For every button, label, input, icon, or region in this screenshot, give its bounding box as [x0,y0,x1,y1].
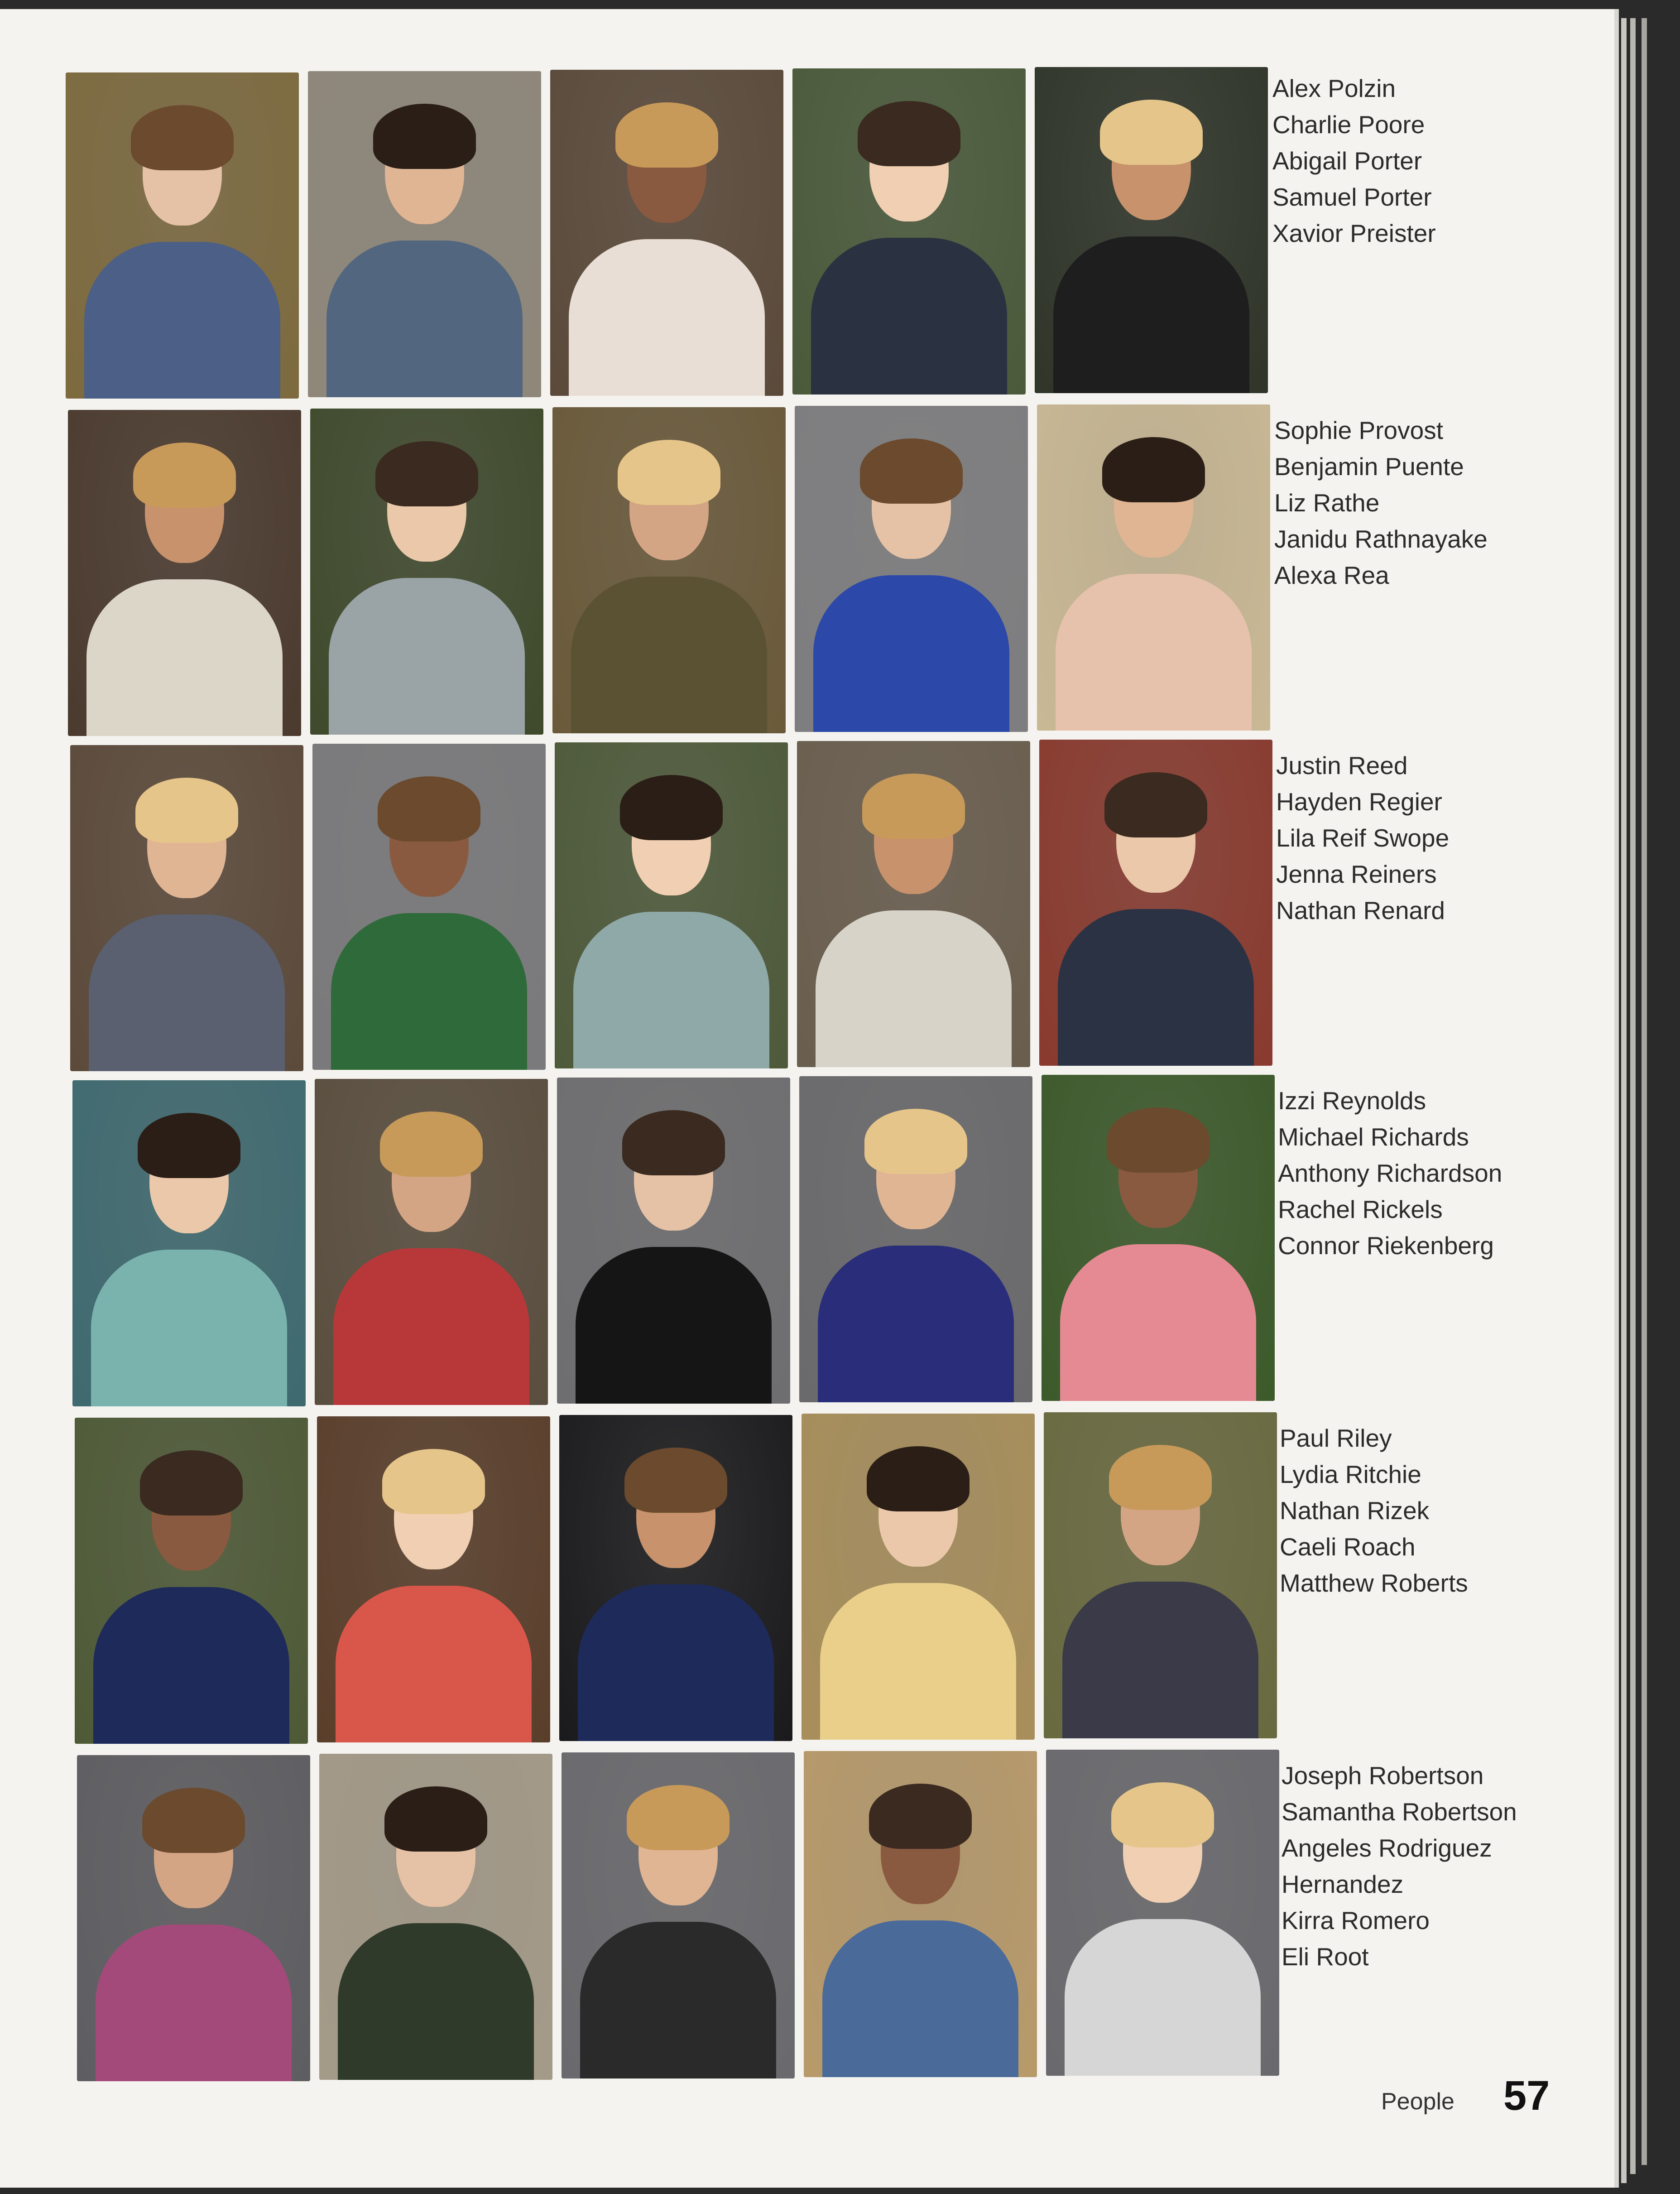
student-portrait [315,1079,548,1405]
student-name-list [1278,1083,1502,1264]
student-name-list [1280,1420,1468,1601]
student-portrait [552,407,786,733]
student-portrait [1037,404,1270,731]
student-portrait [555,742,788,1068]
student-name-list [1272,70,1436,251]
student-name-list [1282,1757,1517,1975]
student-name: Liz Rathe [1274,489,1380,517]
student-name: Caeli Roach [1280,1533,1416,1561]
student-portrait [310,409,543,735]
student-name: Izzi Reynolds [1278,1087,1426,1115]
student-name-list [1274,412,1488,593]
student-name: Rachel Rickels [1278,1195,1443,1223]
student-name: Angeles Rodriguez [1282,1834,1492,1862]
student-name: Xavior Preister [1272,219,1436,247]
student-portrait [792,68,1026,395]
student-portrait [804,1751,1037,2077]
student-name: Jenna Reiners [1276,860,1437,888]
student-name: Charlie Poore [1272,111,1425,139]
student-portrait [559,1415,792,1741]
student-name: Alex Polzin [1272,74,1396,102]
student-name: Nathan Renard [1276,896,1445,924]
student-portrait [77,1755,310,2081]
student-name: Nathan Rizek [1280,1496,1430,1525]
yearbook-page [0,9,1619,2188]
student-portrait [312,744,546,1070]
student-portrait [1042,1075,1275,1401]
student-name-list [1276,747,1449,929]
student-name: Abigail Porter [1272,147,1422,175]
student-portrait [795,406,1028,732]
student-portrait [319,1754,552,2080]
student-name: Alexa Rea [1274,561,1389,589]
student-portrait [562,1752,795,2079]
student-name: Lydia Ritchie [1280,1460,1421,1488]
student-portrait [557,1078,790,1404]
section-label: People [1381,2088,1454,2115]
student-name: Matthew Roberts [1280,1569,1468,1597]
student-name: Samuel Porter [1272,183,1432,211]
page-edge [1630,18,1636,2174]
student-portrait [802,1414,1035,1740]
student-portrait [550,70,783,396]
student-name: Michael Richards [1278,1123,1469,1151]
student-portrait [1046,1750,1279,2076]
student-name: Anthony Richardson [1278,1159,1502,1187]
student-name: Samantha Robertson [1282,1798,1517,1826]
student-name: Janidu Rathnayake [1274,525,1488,553]
student-portrait [66,72,299,399]
page-edge [1621,18,1627,2183]
student-name: Benjamin Puente [1274,452,1464,481]
student-name: Hayden Regier [1276,788,1442,816]
student-portrait [308,71,541,397]
student-portrait [1044,1412,1277,1738]
page-edge [1642,18,1647,2165]
student-name: Connor Riekenberg [1278,1232,1494,1260]
student-portrait [1039,740,1272,1066]
student-name: Paul Riley [1280,1424,1392,1452]
student-portrait [797,741,1030,1067]
student-name: Joseph Robertson [1282,1761,1484,1790]
student-portrait [317,1416,550,1742]
student-name: Justin Reed [1276,751,1408,779]
student-name: Sophie Provost [1274,416,1443,444]
student-portrait [68,410,301,736]
student-portrait [799,1076,1032,1402]
student-portrait [1035,67,1268,393]
student-name: Kirra Romero [1282,1906,1430,1934]
student-portrait [70,745,303,1071]
student-name: Lila Reif Swope [1276,824,1450,852]
student-portrait [75,1418,308,1744]
page-number: 57 [1503,2073,1550,2119]
student-name: Eli Root [1282,1943,1369,1971]
student-portrait [72,1080,306,1406]
student-name: Hernandez [1282,1870,1404,1898]
